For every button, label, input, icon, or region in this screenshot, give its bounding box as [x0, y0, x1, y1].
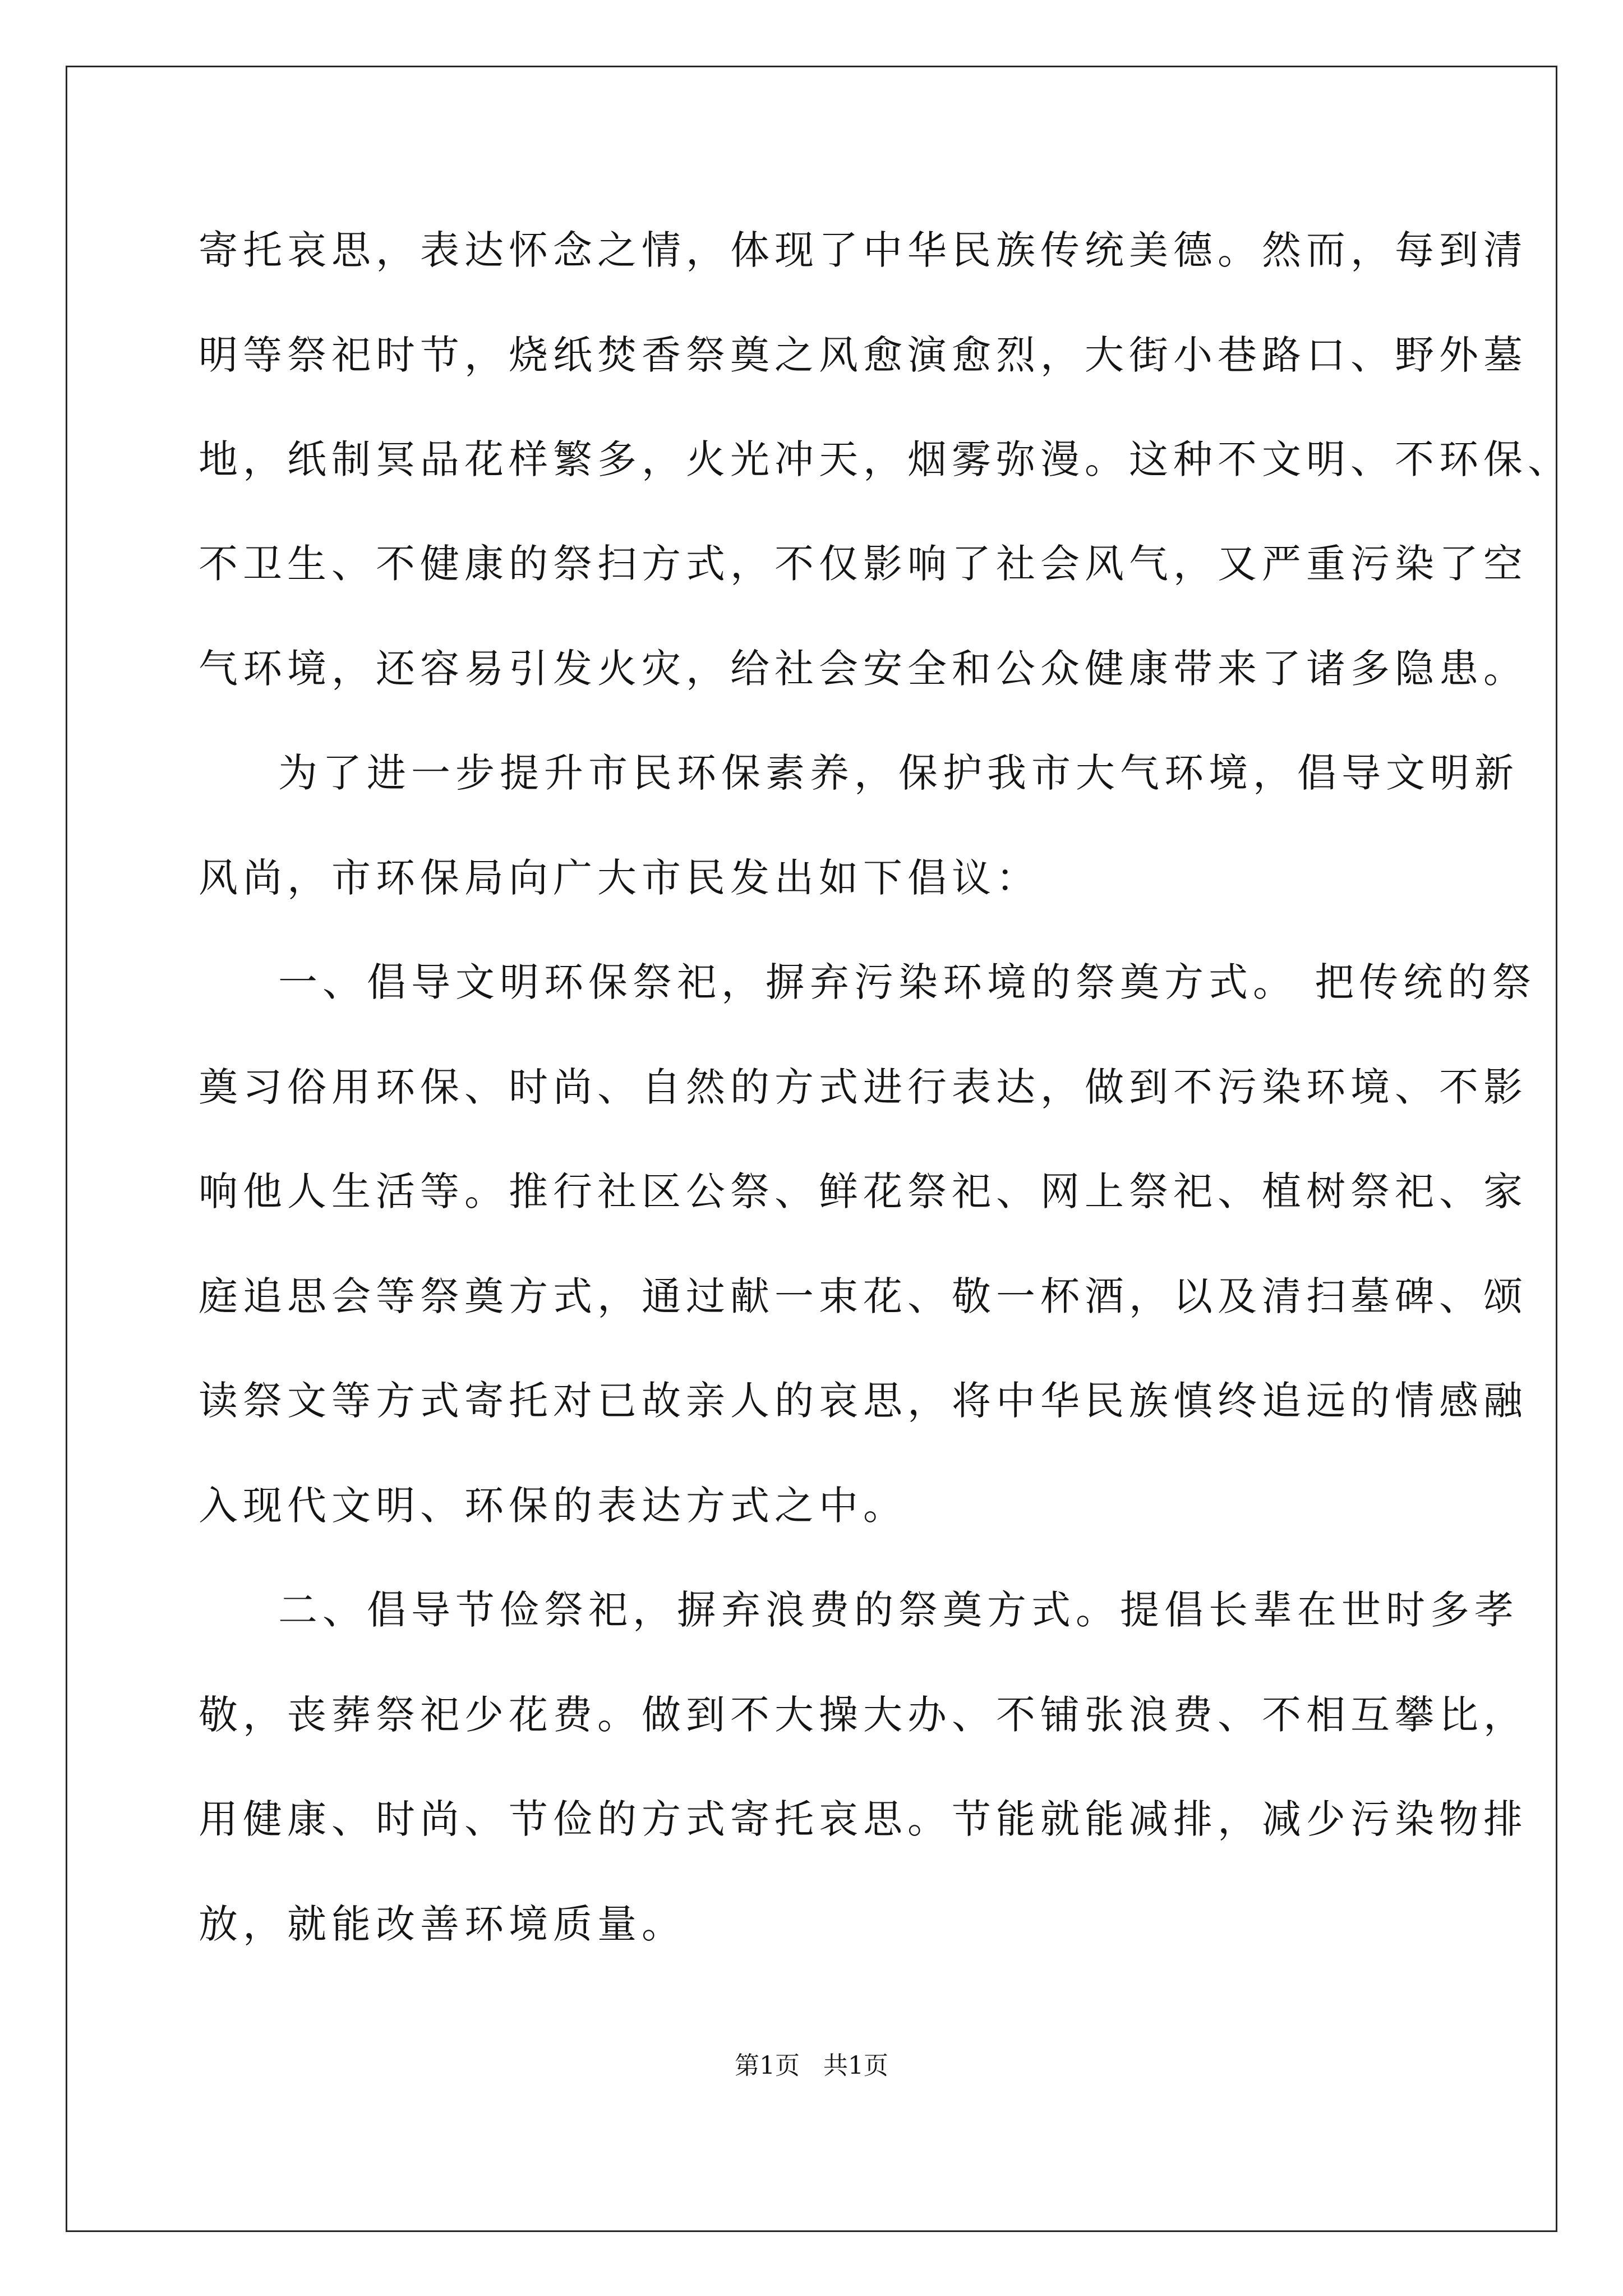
text-line: 读祭文等方式寄托对已故亲人的哀思，将中华民族慎终追远的情感融 — [199, 1378, 1528, 1424]
text-line: 响他人生活等。推行社区公祭、鲜花祭祀、网上祭祀、植树祭祀、家 — [199, 1168, 1528, 1214]
text-line: 庭追思会等祭奠方式，通过献一束花、敬一杯酒，以及清扫墓碑、颂 — [199, 1273, 1528, 1319]
text-line: 地，纸制冥品花样繁多，火光冲天，烟雾弥漫。这种不文明、不环保、 — [199, 436, 1572, 482]
text-line: 用健康、时尚、节俭的方式寄托哀思。节能就能减排，减少污染物排 — [199, 1796, 1528, 1842]
text-line: 明等祭祀时节，烧纸焚香祭奠之风愈演愈烈，大街小巷路口、野外墓 — [199, 332, 1528, 378]
text-line: 敬，丧葬祭祀少花费。做到不大操大办、不铺张浪费、不相互攀比， — [199, 1692, 1528, 1738]
text-line: 为了进一步提升市民环保素养，保护我市大气环境，倡导文明新 — [278, 750, 1519, 796]
text-line: 不卫生、不健康的祭扫方式，不仅影响了社会风气，又严重污染了空 — [199, 541, 1528, 587]
text-line: 寄托哀思，表达怀念之情，体现了中华民族传统美德。然而，每到清 — [199, 227, 1528, 273]
text-line: 二、倡导节俭祭祀，摒弃浪费的祭奠方式。提倡长辈在世时多孝 — [278, 1587, 1519, 1633]
text-line: 放，就能改善环境质量。 — [199, 1901, 686, 1947]
text-line: 一、倡导文明环保祭祀，摒弃污染环境的祭奠方式。 把传统的祭 — [278, 959, 1537, 1005]
text-line: 风尚，市环保局向广大市民发出如下倡议： — [199, 855, 1040, 901]
text-line: 奠习俗用环保、时尚、自然的方式进行表达，做到不污染环境、不影 — [199, 1064, 1528, 1110]
page-number: 第1页 共1页 — [735, 2051, 888, 2080]
text-line: 气环境，还容易引发火灾，给社会安全和公众健康带来了诸多隐患。 — [199, 646, 1528, 692]
text-line: 入现代文明、环保的表达方式之中。 — [199, 1483, 907, 1529]
